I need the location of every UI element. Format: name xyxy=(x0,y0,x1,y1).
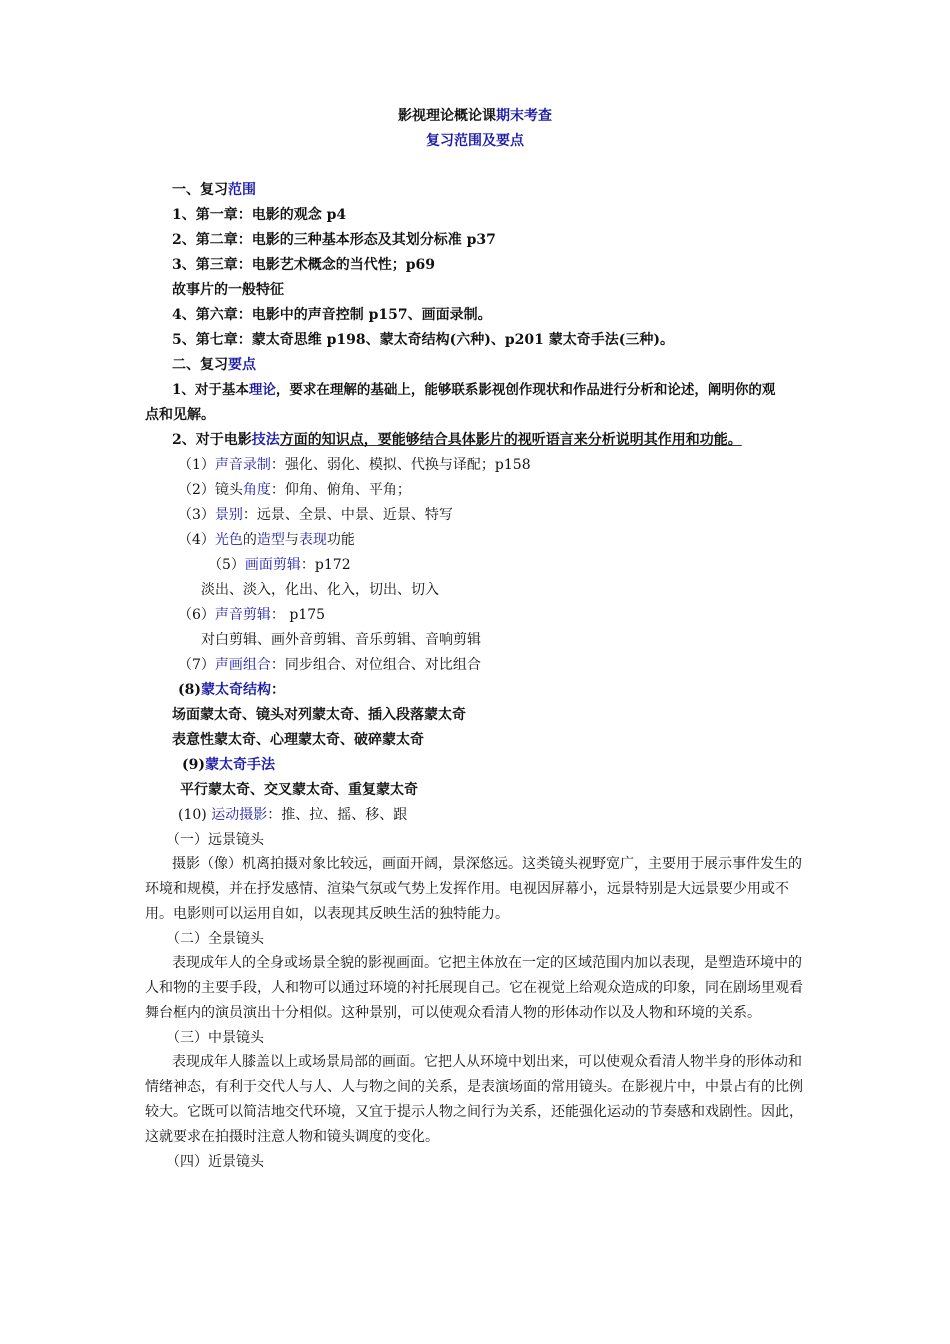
shot-heading-full: （二）全景镜头 xyxy=(166,931,264,947)
desc: ：仰角、俯角、平角； xyxy=(270,482,411,498)
num: （2）镜头 xyxy=(178,482,243,498)
technique-item-3 xyxy=(178,505,453,525)
desc: ：p172 xyxy=(300,557,351,573)
desc: ：远景、全景、中景、近景、特写 xyxy=(242,507,453,523)
technique-item-9-detail: 平行蒙太奇、交叉蒙太奇、重复蒙太奇 xyxy=(180,782,418,798)
shot-paragraph-full: 表现成年人的全身或场景全貌的影视画面。它把主体放在一定的区域范围内加以表现，是塑造环境中的人和物的主要手段，人和物可以通过环境的衬托展现自己。它在视觉上给观众造成的印象，同在剧场里观看舞台框内的演员演出十分相似。这种景别，可以使观众看清人物的形体动作以及人物和环境的关系。 xyxy=(145,955,803,1021)
technique-item-1 xyxy=(178,455,531,475)
desc: ：同步组合、对位组合、对比组合 xyxy=(270,657,481,673)
section1-item: 3、第三章：电影艺术概念的当代性；p69 xyxy=(172,257,436,273)
desc: ： p175 xyxy=(270,607,326,623)
text: 1、对于基本 xyxy=(172,382,249,398)
term: 声画组合 xyxy=(214,657,271,673)
section1-heading xyxy=(172,180,256,200)
doc-subtitle: 复习范围及要点 xyxy=(426,133,524,149)
section1-item: 1、第一章：电影的观念 p4 xyxy=(172,207,347,223)
title-part: 影视理论概论课 xyxy=(398,108,496,124)
desc: 功能 xyxy=(326,532,355,548)
heading-highlight: 要点 xyxy=(228,357,256,373)
term: 表现 xyxy=(298,532,327,548)
num: （7） xyxy=(178,657,215,673)
desc: 的 xyxy=(242,532,257,548)
term: 景别 xyxy=(214,507,243,523)
shot-paragraph-long: 摄影（像）机离拍摄对象比较远，画面开阔，景深悠远。这类镜头视野宽广，主要用于展示事件发生的环境和规模，并在抒发感情、渲染气氛或气势上发挥作用。电视因屏幕小，远景特别是大远景要少用或不用。电影则可以运用自如，以表现其反映生活的独特能力。 xyxy=(145,856,802,922)
heading-text: 二、复习 xyxy=(172,357,228,373)
desc: ： xyxy=(271,682,285,698)
technique-item-8-detail: 场面蒙太奇、镜头对列蒙太奇、插入段落蒙太奇 xyxy=(172,707,466,723)
shot-paragraph-medium: 表现成年人膝盖以上或场景局部的画面。它把人从环境中划出来，可以使观众看清人物半身的形体动和情绪神态，有利于交代人与人、人与物之间的关系，是表演场面的常用镜头。在影视片中，中景占有的比例较大。它既可以简洁地交代环境，又宜于提示人物之间行为关系，还能强化运动的节奏感和戏剧性。因此，这就要求在拍摄时注意人物和镜头调度的变化。 xyxy=(145,1054,803,1145)
section1-item: 2、第二章：电影的三种基本形态及其划分标准 p37 xyxy=(172,232,496,248)
technique-item-10 xyxy=(178,805,407,825)
section2-point1-cont: 点和见解。 xyxy=(145,407,215,423)
section1-item: 4、第六章：电影中的声音控制 p157、画面录制。 xyxy=(172,307,492,323)
num: (9) xyxy=(182,757,205,773)
num: （3） xyxy=(178,507,215,523)
text: 2、对于电影 xyxy=(172,432,252,448)
desc: 与 xyxy=(284,532,299,548)
technique-item-7 xyxy=(178,655,481,675)
term: 光色 xyxy=(214,532,243,548)
desc: ：强化、弱化、模拟、代换与译配；p158 xyxy=(270,457,531,473)
term: 运动摄影 xyxy=(211,807,268,823)
heading-highlight: 范围 xyxy=(228,182,256,198)
technique-item-5 xyxy=(208,555,351,575)
num: （1） xyxy=(178,457,215,473)
technique-item-8 xyxy=(178,680,285,700)
term: 声音录制 xyxy=(214,457,271,473)
section2-heading xyxy=(172,355,256,375)
num: （4） xyxy=(178,532,215,548)
shot-heading-long: （一）远景镜头 xyxy=(166,832,264,848)
shot-heading-medium: （三）中景镜头 xyxy=(166,1030,264,1046)
num: (8) xyxy=(178,682,201,698)
technique-item-9 xyxy=(182,755,275,775)
term: 角度 xyxy=(242,482,271,498)
technique-item-8-detail: 表意性蒙太奇、心理蒙太奇、破碎蒙太奇 xyxy=(172,732,424,748)
shot-heading-close: （四）近景镜头 xyxy=(166,1154,264,1170)
section1-item: 故事片的一般特征 xyxy=(172,282,284,298)
technique-item-4 xyxy=(178,530,355,550)
desc: ：推、拉、摇、移、跟 xyxy=(267,807,408,823)
term: 蒙太奇结构 xyxy=(201,682,271,698)
technique-item-5-detail: 淡出、淡入，化出、化入，切出、切入 xyxy=(201,582,439,598)
text: ，要求在理解的基础上，能够联系影视创作现状和作品进行分析和论述，阐明你的观 xyxy=(275,382,776,398)
term: 造型 xyxy=(256,532,285,548)
term: 画面剪辑 xyxy=(244,557,301,573)
term: 蒙太奇手法 xyxy=(205,757,275,773)
technique-item-6 xyxy=(178,605,325,625)
technique-item-6-detail: 对白剪辑、画外音剪辑、音乐剪辑、音响剪辑 xyxy=(201,632,481,648)
num: (10) xyxy=(178,807,212,823)
heading-text: 一、复习 xyxy=(172,182,228,198)
term: 声音剪辑 xyxy=(214,607,271,623)
technique-item-2 xyxy=(178,480,411,500)
num: （6） xyxy=(178,607,215,623)
num: （5） xyxy=(208,557,245,573)
section1-item: 5、第七章：蒙太奇思维 p198、蒙太奇结构(六种)、p201 蒙太奇手法(三种)。 xyxy=(172,332,675,348)
text-highlight: 理论 xyxy=(248,382,276,398)
doc-title xyxy=(0,106,950,126)
title-part-highlight: 期末考查 xyxy=(496,108,552,124)
section2-point2 xyxy=(172,430,742,450)
text-highlight: 技法 xyxy=(251,432,280,448)
section2-point1 xyxy=(172,380,775,400)
text: 方面的知识点，要能够结合具体影片的视听语言来分析说明其作用和功能。 xyxy=(279,432,742,448)
